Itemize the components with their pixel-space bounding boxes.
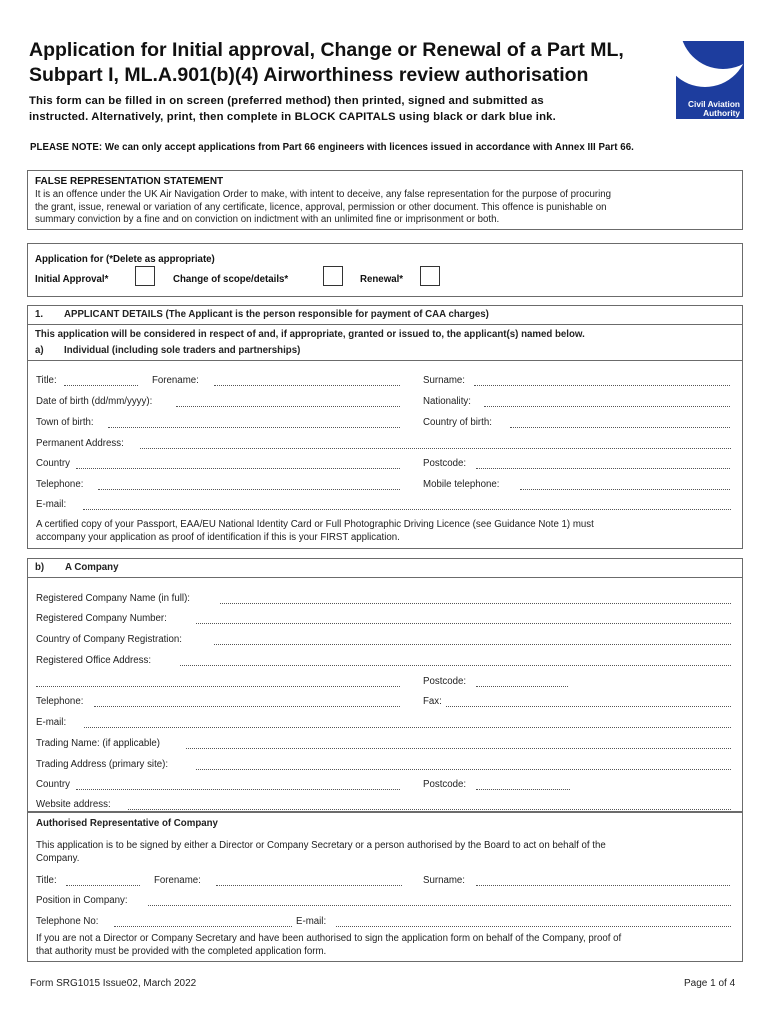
nationality-field[interactable] (484, 405, 730, 407)
surname-label: Surname: (423, 375, 465, 386)
title-line-2: Subpart I, ML.A.901(b)(4) Airworthiness review authorisation (29, 64, 589, 86)
false-representation-heading: FALSE REPRESENTATION STATEMENT (35, 176, 224, 187)
forename-field[interactable] (214, 384, 400, 386)
country-of-birth-label: Country of birth: (423, 417, 492, 428)
fax-field[interactable] (446, 705, 731, 707)
surname-field[interactable] (474, 384, 730, 386)
fax-label: Fax: (423, 696, 442, 707)
false-representation-box (27, 170, 743, 230)
frs-line-1: It is an offence under the UK Air Navigation Order to make, with intent to deceive, any false representation for the purpose of procuring (35, 189, 612, 200)
section-number: 1. (35, 309, 44, 320)
company-postcode-label: Postcode: (423, 676, 467, 687)
rep-email-label: E-mail: (296, 916, 327, 927)
initial-approval-label: Initial Approval* (35, 274, 109, 285)
permanent-address-label: Permanent Address: (36, 438, 124, 449)
website-field[interactable] (128, 808, 731, 810)
reg-company-name-label: Registered Company Name (in full): (36, 593, 190, 604)
rep-signing-text (36, 840, 736, 865)
logo-text-line-1: Civil Aviation (688, 99, 740, 109)
rep-heading: Authorised Representative of Company (36, 818, 218, 829)
renewal-checkbox[interactable] (420, 266, 440, 286)
divider (28, 324, 742, 325)
logo-text-line-2: Authority (703, 108, 740, 118)
id-line-1: A certified copy of your Passport, EAA/EU National Identity Card or Full Photographic Driving Licence (see Guidance Note 1) must (36, 519, 594, 530)
rep-title-label: Title: (36, 875, 57, 886)
proof-line-2: that authority must be provided with the completed application form. (36, 945, 327, 957)
sub-letter-a: a) (35, 345, 44, 356)
form-instructions (29, 93, 639, 125)
proof-line-1: If you are not a Director or Company Secretary and have been authorised to sign the application form on behalf of the Company, proof of (36, 933, 622, 944)
title-label: Title: (36, 375, 57, 386)
country-field[interactable] (76, 467, 400, 469)
dob-label: Date of birth (dd/mm/yyyy): (36, 396, 153, 407)
reg-company-name-field[interactable] (220, 602, 731, 604)
change-scope-checkbox[interactable] (323, 266, 343, 286)
rep-forename-label: Forename: (154, 875, 201, 886)
authority-proof-text (36, 933, 736, 958)
company-email-field[interactable] (84, 726, 731, 728)
trading-address-label: Trading Address (primary site): (36, 759, 169, 770)
applicant-details-section (27, 305, 743, 549)
reg-country-label: Country of Company Registration: (36, 634, 182, 645)
form-reference: Form SRG1015 Issue02, March 2022 (30, 978, 197, 989)
reg-office-label: Registered Office Address: (36, 655, 152, 666)
town-of-birth-label: Town of birth: (36, 417, 94, 428)
company-telephone-label: Telephone: (36, 696, 84, 707)
company-postcode2-field[interactable] (476, 788, 570, 790)
email-label: E-mail: (36, 499, 67, 510)
company-section (27, 558, 743, 812)
postcode-label: Postcode: (423, 458, 467, 469)
title-line-1: Application for Initial approval, Change or Renewal of a Part ML, (29, 39, 624, 61)
rep-forename-field[interactable] (216, 884, 402, 886)
renewal-label: Renewal* (360, 274, 404, 285)
rep-surname-field[interactable] (476, 884, 730, 886)
telephone-label: Telephone: (36, 479, 84, 490)
reg-country-field[interactable] (214, 643, 731, 645)
id-requirement-text (36, 519, 736, 544)
company-country-field[interactable] (76, 788, 400, 790)
rep-line-1: This application is to be signed by either a Director or Company Secretary or a person authorised by the Board to act on behalf of the (36, 840, 606, 851)
permanent-address-field[interactable] (140, 447, 731, 449)
applicant-details-heading: APPLICANT DETAILS (The Applicant is the person responsible for payment of CAA charges) (64, 309, 489, 320)
individual-heading: Individual (including sole traders and partnerships) (64, 345, 301, 356)
application-for-heading: Application for (*Delete as appropriate) (35, 254, 215, 265)
company-telephone-field[interactable] (94, 705, 400, 707)
email-field[interactable] (83, 508, 731, 510)
company-postcode-field[interactable] (476, 685, 568, 687)
please-note: PLEASE NOTE: We can only accept applications from Part 66 engineers with licences issued in accordance with Annex III Part 66. (30, 142, 634, 153)
forename-label: Forename: (152, 375, 199, 386)
divider (28, 360, 742, 361)
position-field[interactable] (148, 904, 731, 906)
id-line-2: accompany your application as proof of identification if this is your FIRST application. (36, 531, 400, 543)
page-number: Page 1 of 4 (684, 978, 736, 989)
reg-office-field-line-2[interactable] (36, 685, 400, 687)
reg-company-number-field[interactable] (196, 622, 731, 624)
form-title (29, 38, 669, 88)
false-representation-text (35, 189, 735, 227)
sub-letter-b: b) (35, 562, 45, 573)
rep-telephone-label: Telephone No: (36, 916, 99, 927)
title-field[interactable] (64, 384, 138, 386)
company-country-label: Country (36, 779, 70, 790)
change-scope-label: Change of scope/details* (173, 274, 289, 285)
frs-line-3: summary conviction by a fine and on conviction on indictment with an unlimited fine or imprisonment or both. (35, 214, 500, 225)
trading-name-field[interactable] (186, 747, 731, 749)
country-of-birth-field[interactable] (510, 426, 730, 428)
mobile-label: Mobile telephone: (423, 479, 500, 490)
rep-surname-label: Surname: (423, 875, 465, 886)
country-label: Country (36, 458, 70, 469)
website-label: Website address: (36, 799, 111, 810)
telephone-field[interactable] (98, 488, 400, 490)
company-heading: A Company (65, 562, 119, 573)
rep-telephone-field[interactable] (114, 925, 292, 927)
authorised-representative-section (27, 812, 743, 962)
application-for-box (27, 243, 743, 297)
caa-logo (676, 41, 744, 119)
trading-address-field[interactable] (196, 768, 731, 770)
company-postcode2-label: Postcode: (423, 779, 467, 790)
instructions-line-1: This form can be filled in on screen (preferred method) then printed, signed and submitted as (29, 95, 544, 107)
position-label: Position in Company: (36, 895, 128, 906)
rep-email-field[interactable] (336, 925, 731, 927)
nationality-label: Nationality: (423, 396, 471, 407)
company-email-label: E-mail: (36, 717, 67, 728)
trading-name-label: Trading Name: (if applicable) (36, 738, 161, 749)
applicant-intro: This application will be considered in respect of and, if appropriate, granted or issued to, the applicant(s) named below. (35, 329, 585, 340)
reg-office-field[interactable] (180, 664, 731, 666)
mobile-field[interactable] (520, 488, 730, 490)
initial-approval-checkbox[interactable] (135, 266, 155, 286)
postcode-field[interactable] (476, 467, 730, 469)
instructions-line-2: instructed. Alternatively, print, then complete in BLOCK CAPITALS using black or dark blue ink. (29, 111, 556, 123)
divider (28, 577, 742, 578)
dob-field[interactable] (176, 405, 400, 407)
frs-line-2: the grant, issue, renewal or variation of any certificate, licence, approval, permission or other document. This offence is punishable on (35, 201, 607, 213)
rep-line-2: Company. (36, 852, 80, 864)
town-of-birth-field[interactable] (108, 426, 400, 428)
reg-company-number-label: Registered Company Number: (36, 613, 167, 624)
rep-title-field[interactable] (66, 884, 140, 886)
